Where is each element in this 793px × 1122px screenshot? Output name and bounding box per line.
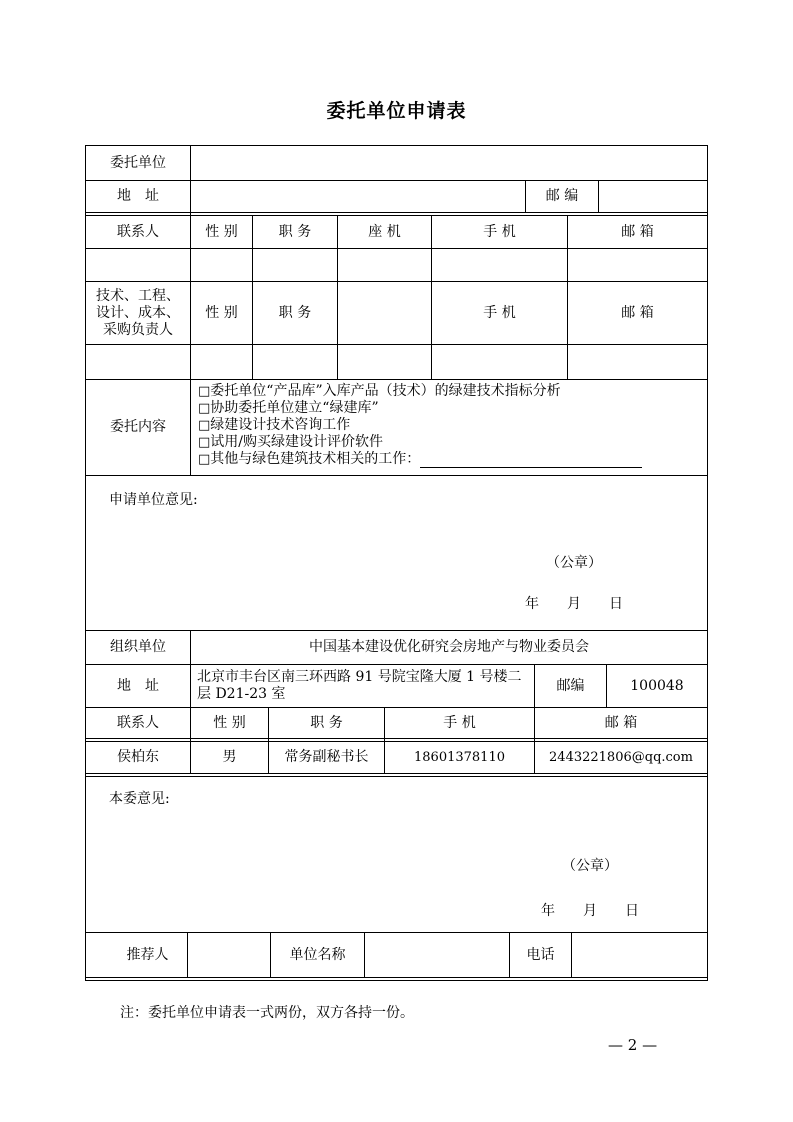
col-position: 职 务 xyxy=(278,223,312,240)
option-design-consulting[interactable]: □绿建设计技术咨询工作 xyxy=(198,417,351,433)
applicant-unit-label: 委托单位 xyxy=(110,154,166,171)
col-landline: 座 机 xyxy=(368,223,401,240)
checkbox-icon[interactable]: □ xyxy=(198,418,211,433)
organizer-contact-name: 侯柏东 xyxy=(117,749,159,765)
page-number: — 2 — xyxy=(608,1036,658,1054)
tech-name-field[interactable] xyxy=(86,345,190,379)
organizer-col-contact: 联系人 xyxy=(117,714,159,731)
phone-field[interactable] xyxy=(572,933,707,977)
col-email: 邮 箱 xyxy=(621,223,654,240)
recommender-label: 推荐人 xyxy=(126,946,169,963)
organizer-col-mobile: 手 机 xyxy=(443,714,476,731)
applicant-postcode-label: 邮 编 xyxy=(545,188,579,204)
other-work-field[interactable] xyxy=(420,453,642,468)
col-mobile: 手 机 xyxy=(483,223,516,240)
organizer-contact-mobile: 18601378110 xyxy=(414,750,505,765)
contact-mobile-field[interactable] xyxy=(432,249,567,281)
organizer-unit-value: 中国基本建设优化研究会房地产与物业委员会 xyxy=(309,639,589,655)
tech-mobile-field[interactable] xyxy=(432,345,567,379)
contact-landline-field[interactable] xyxy=(338,249,431,281)
organizer-postcode-value: 100048 xyxy=(630,677,684,694)
organizer-address-label: 地 址 xyxy=(117,677,159,694)
checkbox-icon[interactable]: □ xyxy=(198,452,211,467)
contact-gender-field[interactable] xyxy=(191,249,252,281)
applicant-address-field[interactable] xyxy=(191,181,525,212)
checkbox-icon[interactable]: □ xyxy=(198,401,211,416)
committee-seal: （公章） xyxy=(562,858,618,874)
checkbox-icon[interactable]: □ xyxy=(198,435,211,450)
tech-col-email: 邮 箱 xyxy=(621,304,654,321)
option-green-library[interactable]: □协助委托单位建立“绿建库” xyxy=(198,400,379,416)
committee-date: 年 月 日 xyxy=(541,903,639,919)
contact-name-field[interactable] xyxy=(86,249,190,281)
option-other[interactable]: □其他与绿色建筑技术相关的工作： xyxy=(198,451,642,468)
tech-position-field[interactable] xyxy=(253,345,337,379)
applicant-address-label: 地 址 xyxy=(117,188,159,204)
organizer-col-email: 邮 箱 xyxy=(604,714,638,731)
option-product-analysis[interactable]: □委托单位“产品库”入库产品（技术）的绿建技术指标分析 xyxy=(198,383,561,399)
entrust-content-label: 委托内容 xyxy=(110,419,166,435)
applicant-unit-field[interactable] xyxy=(191,146,707,180)
organizer-postcode-label: 邮编 xyxy=(556,677,585,694)
tech-col-mobile: 手 机 xyxy=(483,304,516,321)
applicant-opinion-label: 申请单位意见: xyxy=(109,492,198,508)
option-evaluation-software[interactable]: □试用/购买绿建设计评价软件 xyxy=(198,434,384,450)
tech-manager-label: 技术、工程、设计、成本、采购负责人 xyxy=(96,287,180,338)
applicant-date: 年 月 日 xyxy=(525,596,623,612)
footnote: 注：委托单位申请表一式两份，双方各持一份。 xyxy=(120,1005,414,1021)
col-gender: 性 别 xyxy=(205,223,238,240)
tech-col-gender: 性 别 xyxy=(205,304,238,321)
organizer-contact-position: 常务副秘书长 xyxy=(284,749,369,765)
contact-label: 联系人 xyxy=(117,223,159,240)
organizer-address-value: 北京市丰台区南三环西路 91 号院宝隆大厦 1 号楼二层 D21-23 室 xyxy=(197,669,522,702)
tech-col-position: 职 务 xyxy=(278,304,312,321)
tech-gender-field[interactable] xyxy=(191,345,252,379)
entrust-options xyxy=(198,383,642,468)
organizer-contact-gender: 男 xyxy=(222,749,237,765)
organizer-contact-email: 2443221806@qq.com xyxy=(549,750,693,765)
applicant-postcode-field[interactable] xyxy=(599,181,707,212)
phone-label: 电话 xyxy=(526,946,555,963)
organizer-unit-label: 组织单位 xyxy=(110,639,166,655)
tech-extra-field[interactable] xyxy=(338,345,431,379)
contact-email-field[interactable] xyxy=(568,249,707,281)
applicant-seal: （公章） xyxy=(546,555,602,571)
page-title: 委托单位申请表 xyxy=(326,100,467,122)
organizer-col-gender: 性 别 xyxy=(213,714,246,731)
checkbox-icon[interactable]: □ xyxy=(198,384,211,399)
recommender-field[interactable] xyxy=(188,933,270,977)
unit-name-field[interactable] xyxy=(365,933,509,977)
organizer-col-position: 职 务 xyxy=(310,714,343,731)
committee-opinion-label: 本委意见: xyxy=(109,791,170,807)
contact-position-field[interactable] xyxy=(253,249,337,281)
unit-name-label: 单位名称 xyxy=(289,946,346,963)
tech-col-blank xyxy=(338,282,431,344)
tech-email-field[interactable] xyxy=(568,345,707,379)
